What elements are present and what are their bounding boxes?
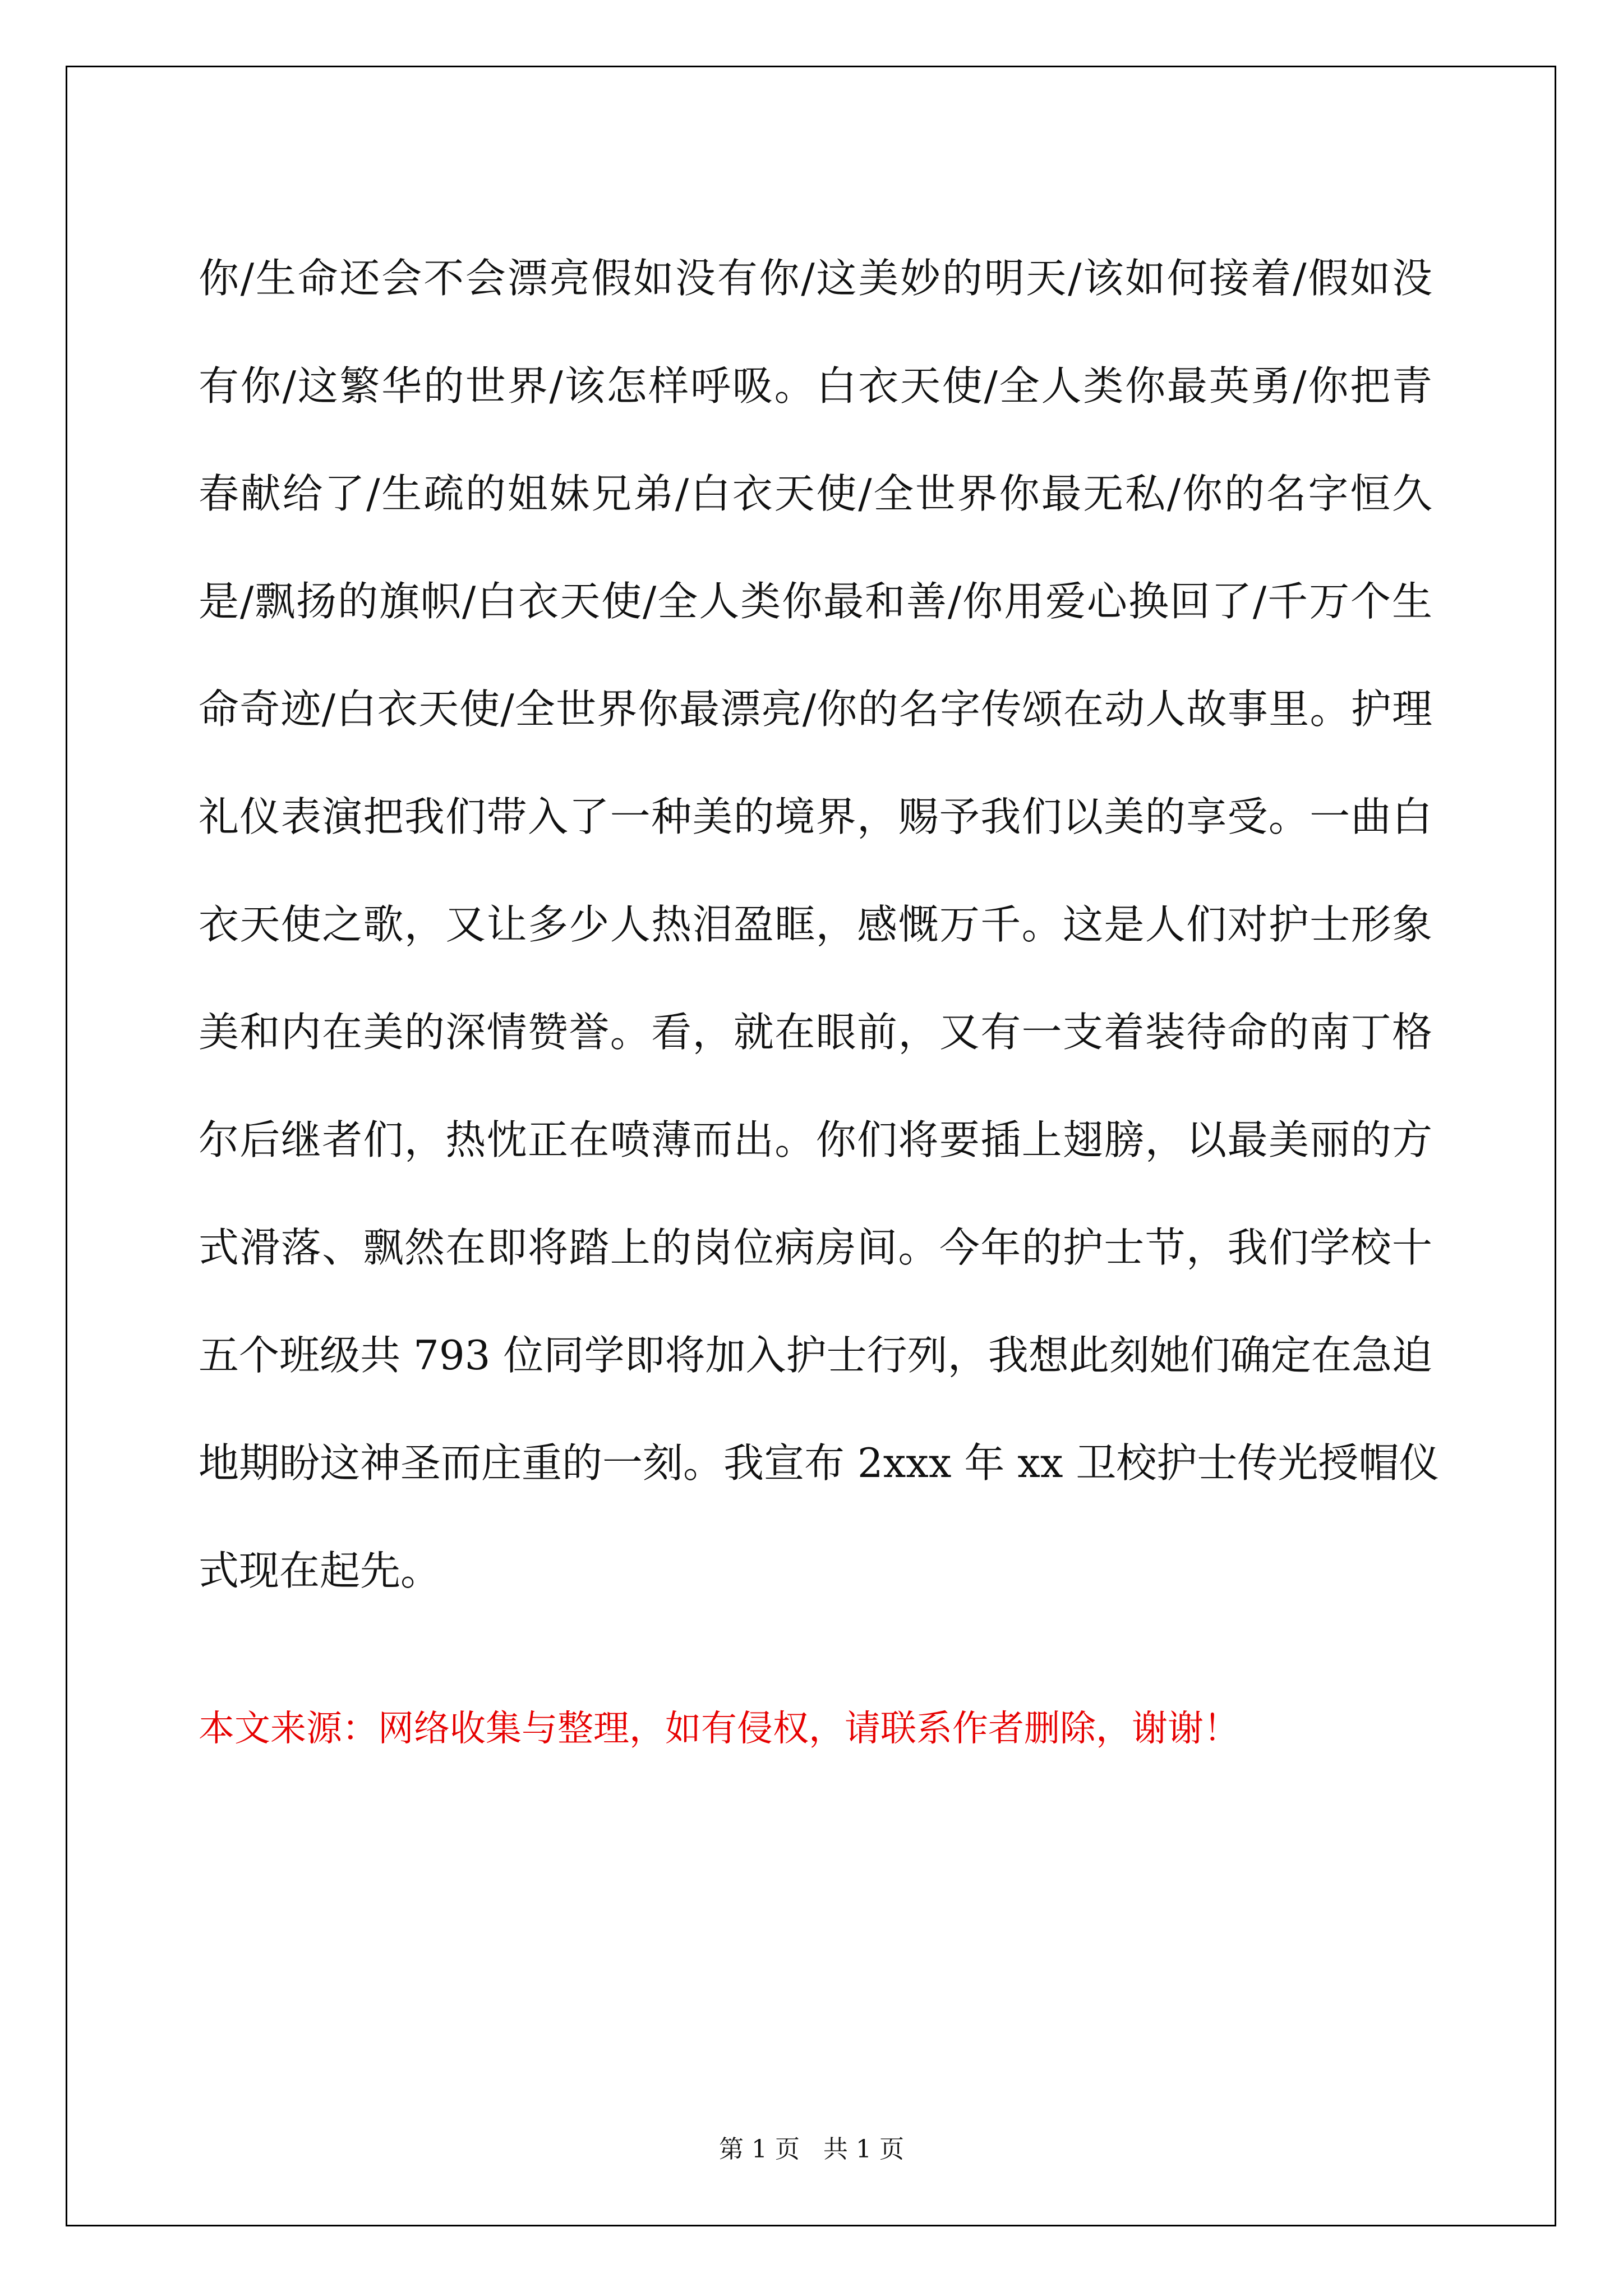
body-line: 式现在起先。 xyxy=(199,1547,441,1594)
body-line: 式滑落、飘然在即将踏上的岗位病房间。今年的护士节，我们学校十 xyxy=(199,1224,1432,1271)
source-note: 本文来源：网络收集与整理，如有侵权，请联系作者删除，谢谢！ xyxy=(199,1708,1239,1750)
body-line: 礼仪表演把我们带入了一种美的境界，赐予我们以美的享受。一曲白 xyxy=(199,793,1432,840)
body-line: 衣天使之歌，又让多少人热泪盈眶，感慨万千。这是人们对护士形象 xyxy=(199,901,1432,948)
body-line: 有你/这繁华的世界/该怎样呼吸。白衣天使/全人类你最英勇/你把青 xyxy=(199,362,1432,409)
body-line: 五个班级共 793 位同学即将加入护士行列，我想此刻她们确定在急迫 xyxy=(199,1332,1432,1379)
page-footer: 第 1 页 共 1 页 xyxy=(719,2135,904,2164)
body-line: 地期盼这神圣而庄重的一刻。我宣布 2xxx 年 xx 卫校护士传光授帽仪 xyxy=(199,1439,1440,1487)
body-line: 你/生命还会不会漂亮假如没有你/这美妙的明天/该如何接着/假如没 xyxy=(199,255,1432,302)
body-line: 尔后继者们，热忱正在喷薄而出。你们将要插上翅膀，以最美丽的方 xyxy=(199,1116,1432,1163)
body-line: 春献给了/生疏的姐妹兄弟/白衣天使/全世界你最无私/你的名字恒久 xyxy=(199,470,1432,517)
body-line: 是/飘扬的旗帜/白衣天使/全人类你最和善/你用爱心换回了/千万个生 xyxy=(199,578,1432,625)
body-text xyxy=(199,224,1440,1625)
body-line: 美和内在美的深情赞誉。看，就在眼前，又有一支着装待命的南丁格 xyxy=(199,1009,1432,1056)
body-line: 命奇迹/白衣天使/全世界你最漂亮/你的名字传颂在动人故事里。护理 xyxy=(199,685,1432,733)
